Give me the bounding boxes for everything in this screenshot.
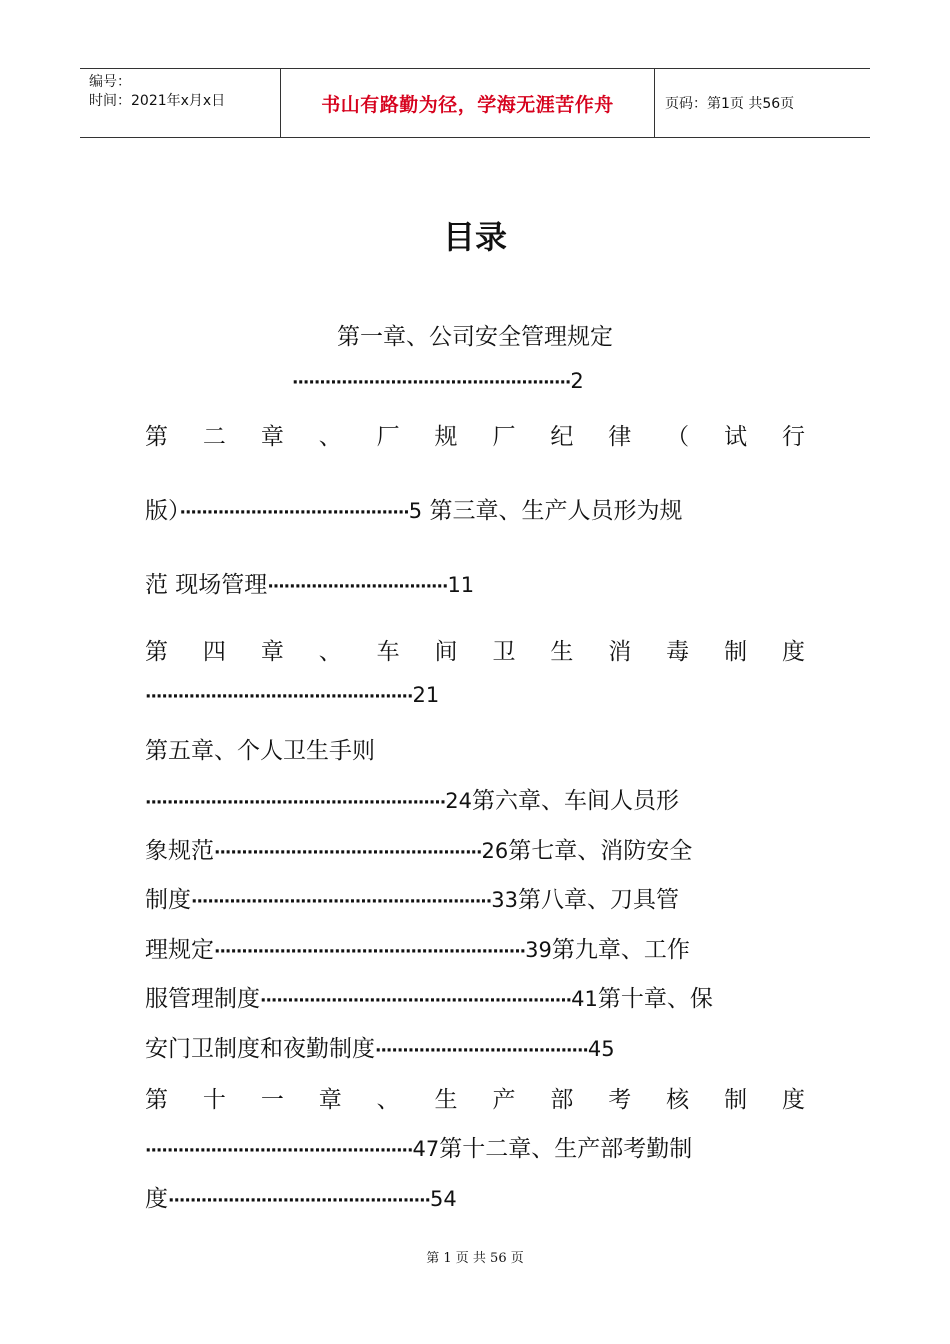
toc-entry-11 (145, 1081, 805, 1114)
toc-entry-12-text: 第十二章、生产部考勤制 (439, 1136, 693, 1162)
toc-char: 产 (492, 1087, 516, 1113)
header-page-info: 页码：第1页 共56页 (665, 96, 795, 112)
page-title: 目录 (442, 218, 507, 256)
toc-entry-9-text: 第九章、工作 (551, 937, 690, 963)
toc-entry-12-leader (145, 1180, 457, 1213)
toc-page-number: 26 (481, 839, 509, 863)
toc-dots: ······················································· (191, 892, 492, 912)
toc-char: 第 (145, 424, 168, 450)
toc-char: 第 (145, 639, 168, 665)
toc-char: 车 (376, 639, 400, 665)
toc-char: 毒 (666, 639, 690, 665)
toc-char: 考 (608, 1087, 632, 1113)
code-label: 编号： (89, 74, 131, 90)
toc-dots: ·········································· (179, 503, 409, 523)
toc-page-number: 33 (491, 888, 518, 912)
toc-text: 服管理制度 (145, 986, 260, 1012)
toc-entry-2 (145, 418, 805, 451)
toc-char: 生 (550, 639, 574, 665)
toc-entry-9-leader (145, 980, 713, 1013)
toc-text: 象规范 (145, 838, 214, 864)
toc-dots: ······················································· (145, 793, 446, 813)
toc-text: 理规定 (145, 937, 214, 963)
toc-dots: ······································· (375, 1041, 588, 1061)
toc-char: 纪 (550, 424, 574, 450)
toc-text: 安门卫制度和夜勤制度 (145, 1036, 375, 1062)
document-header (80, 68, 870, 138)
toc-dots: ························································· (260, 991, 572, 1011)
toc-entry-4 (145, 633, 805, 666)
toc-char: 、 (318, 639, 342, 665)
toc-char: 度 (781, 1087, 805, 1113)
toc-char: 制 (724, 639, 748, 665)
toc-page-number: 39 (525, 938, 552, 962)
toc-text: 制度 (145, 887, 191, 913)
toc-dots: ················································ (168, 1191, 430, 1211)
toc-entry-8-leader (145, 931, 690, 964)
toc-char: 、 (318, 424, 342, 450)
toc-page-number: 2 (570, 369, 584, 393)
header-meta (80, 69, 281, 137)
toc-entry-1-leader (292, 368, 584, 394)
toc-char: 四 (202, 639, 226, 665)
toc-page-number: 41 (571, 987, 598, 1011)
toc-dots: ································· (267, 577, 448, 597)
toc-char: 部 (550, 1087, 574, 1113)
toc-entry-11-leader (145, 1130, 692, 1163)
toc-entry-5 (145, 732, 375, 765)
toc-page-number: 24 (445, 789, 472, 813)
toc-char: 章 (260, 639, 284, 665)
toc-entry-4-leader (145, 682, 439, 708)
toc-page-number: 21 (412, 683, 440, 707)
toc-entry-10-leader (145, 1030, 615, 1063)
toc-page-number: 11 (447, 573, 475, 597)
toc-char: 生 (434, 1087, 458, 1113)
toc-char: 规 (434, 424, 458, 450)
toc-entry-1 (0, 318, 950, 351)
toc-char: 章 (318, 1087, 342, 1113)
toc-char: 核 (666, 1087, 690, 1113)
toc-page-number: 47 (412, 1137, 440, 1161)
toc-page-number: 54 (429, 1187, 457, 1211)
toc-char: 制 (724, 1087, 748, 1113)
toc-char: 卫 (492, 639, 516, 665)
toc-char: 二 (202, 424, 226, 450)
toc-char: 一 (260, 1087, 284, 1113)
toc-dots: ··················································· (292, 373, 571, 393)
toc-entry-7-text: 第七章、消防安全 (508, 838, 693, 864)
toc-entry-1-text: 第一章、公司安全管理规定 (337, 324, 613, 350)
toc-char: 厂 (376, 424, 400, 450)
toc-char: 试 (724, 424, 748, 450)
toc-entry-6-leader (145, 832, 692, 865)
toc-page-number: 5 (408, 499, 423, 523)
toc-dots: ························································· (214, 942, 526, 962)
toc-char: 间 (434, 639, 458, 665)
toc-char: 厂 (492, 424, 516, 450)
toc-entry-5-leader (145, 782, 679, 815)
toc-char: （ (666, 424, 690, 450)
toc-text: 版） (145, 498, 180, 524)
toc-char: 律 (608, 424, 632, 450)
header-motto: 书山有路勤为径，学海无涯苦作舟 (281, 69, 655, 137)
toc-dots: ················································· (214, 843, 482, 863)
toc-entry-2-leader (145, 492, 682, 525)
toc-entry-8-text: 第八章、刀具管 (517, 887, 679, 913)
toc-char: 、 (376, 1087, 400, 1113)
date-line: 时间：2021年x月x日 (89, 93, 226, 109)
toc-dots: ················································· (145, 1141, 413, 1161)
toc-entry-3-text: 第三章、生产人员形为规 (429, 498, 683, 524)
toc-entry-3-leader (145, 566, 474, 599)
toc-char: 章 (260, 424, 284, 450)
toc-entry-7-leader (145, 881, 679, 914)
toc-char: 行 (781, 424, 805, 450)
page-footer: 第 1 页 共 56 页 (426, 1251, 524, 1266)
toc-char: 十 (202, 1087, 226, 1113)
toc-page-number: 45 (587, 1037, 615, 1061)
toc-text: 第五章、个人卫生手则 (145, 738, 375, 764)
toc-entry-6-text: 第六章、车间人员形 (471, 788, 679, 814)
toc-text: 范 现场管理 (145, 572, 268, 598)
toc-dots: ················································· (145, 687, 413, 707)
toc-entry-10-text: 第十章、保 (597, 986, 713, 1012)
toc-char: 第 (145, 1087, 168, 1113)
toc-char: 度 (781, 639, 805, 665)
toc-text: 度 (145, 1186, 168, 1212)
toc-char: 消 (608, 639, 632, 665)
